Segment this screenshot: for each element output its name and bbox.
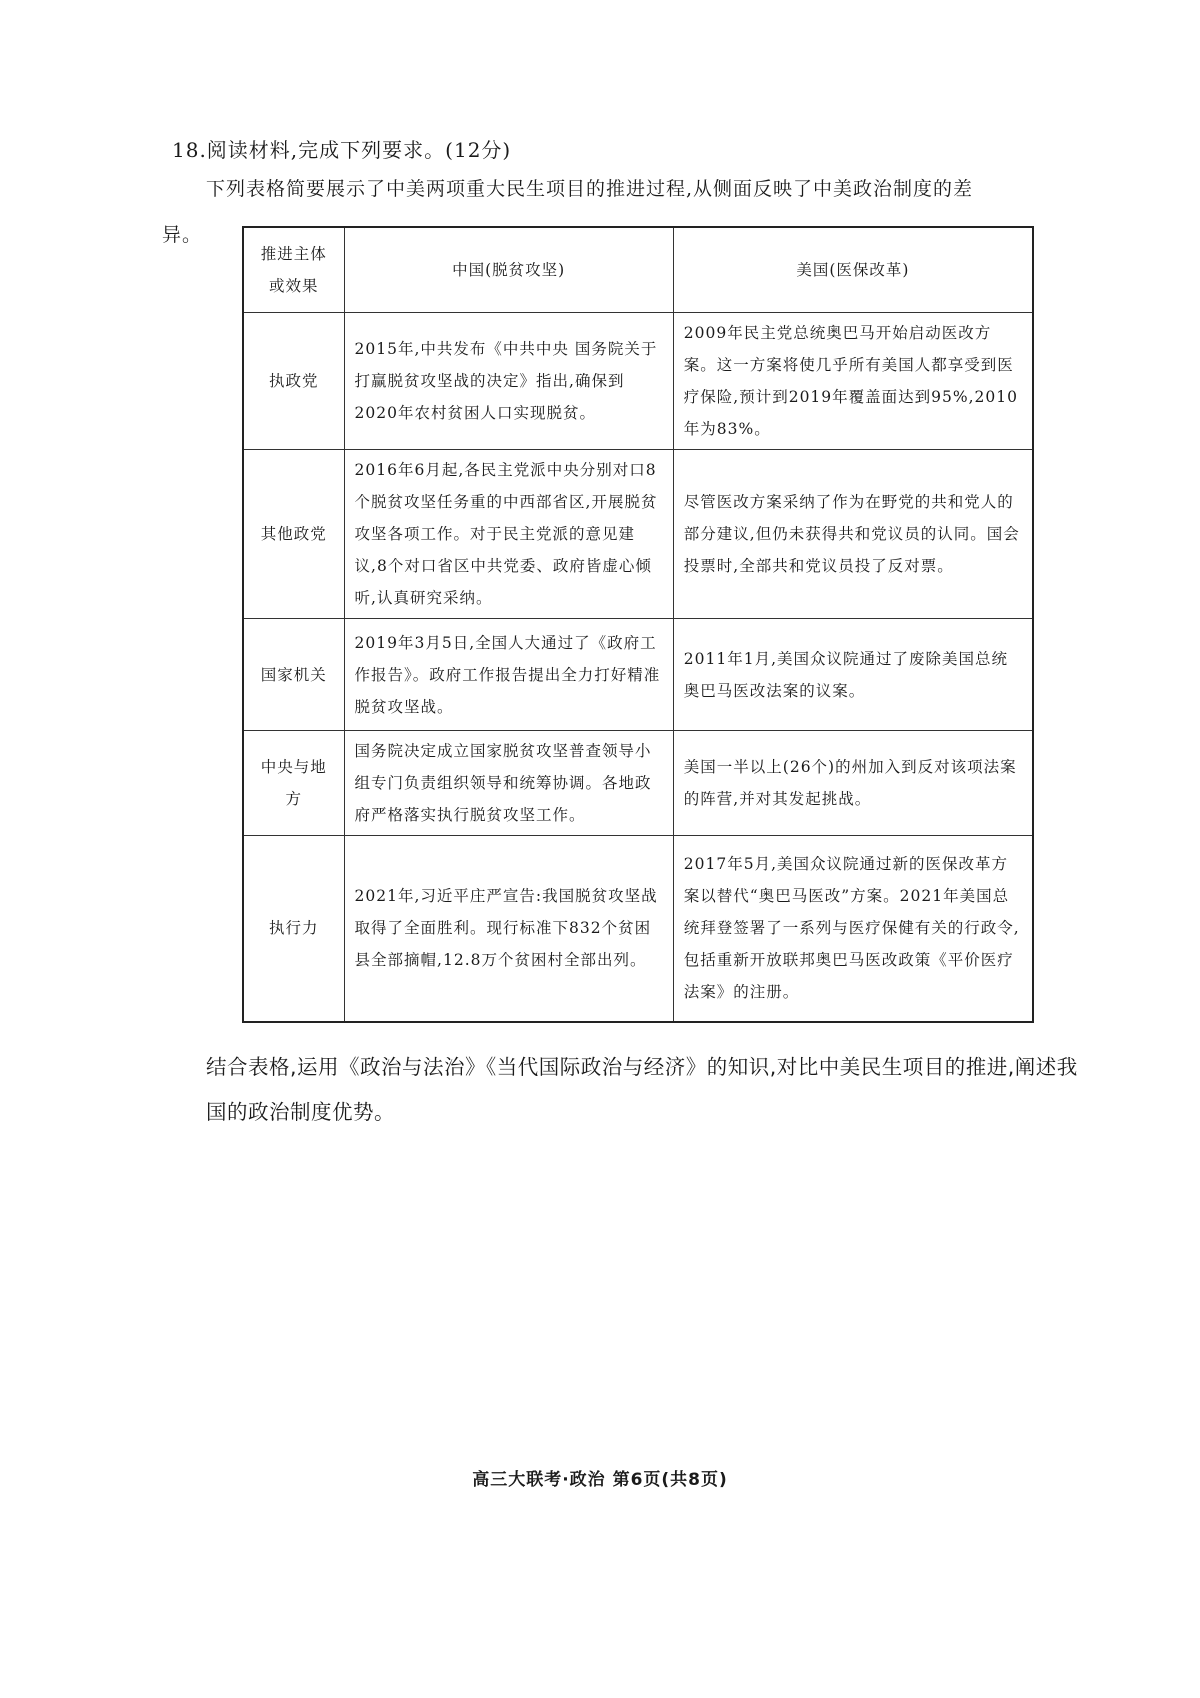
china-cell: 国务院决定成立国家脱贫攻坚普查领导小组专门负责组织领导和统筹协调。各地政府严格落实执行脱贫攻坚工作。 — [344, 731, 673, 836]
china-cell: 2016年6月起,各民主党派中央分别对口8个脱贫攻坚任务重的中西部省区,开展脱贫攻坚各项工作。对于民主党派的意见建议,8个对口省区中共党委、政府皆虚心倾听,认真研究采纳。 — [344, 450, 673, 619]
table-row — [243, 619, 1033, 731]
table-row — [243, 313, 1033, 450]
china-cell: 2015年,中共发布《中共中央 国务院关于打赢脱贫攻坚战的决定》指出,确保到2020年农村贫困人口实现脱贫。 — [344, 313, 673, 450]
china-cell: 2019年3月5日,全国人大通过了《政府工作报告》。政府工作报告提出全力打好精准脱贫攻坚战。 — [344, 619, 673, 731]
question-header: 18.阅读材料,完成下列要求。(12分) — [172, 138, 512, 162]
question-task: 结合表格,运用《政治与法治》《当代国际政治与经济》的知识,对比中美民生项目的推进,阐述我国的政治制度优势。 — [206, 1055, 1078, 1124]
row-label: 其他政党 — [243, 450, 344, 619]
row-label: 执行力 — [243, 836, 344, 1022]
table-row — [243, 731, 1033, 836]
question-intro: 下列表格简要展示了中美两项重大民生项目的推进过程,从侧面反映了中美政治制度的差异。 — [162, 178, 974, 246]
usa-cell: 2011年1月,美国众议院通过了废除美国总统奥巴马医改法案的议案。 — [673, 619, 1033, 731]
china-cell: 2021年,习近平庄严宣告:我国脱贫攻坚战取得了全面胜利。现行标准下832个贫困县全部摘帽,12.8万个贫困村全部出列。 — [344, 836, 673, 1022]
comparison-table — [242, 226, 1034, 1023]
table-header-row — [243, 227, 1033, 313]
usa-cell: 美国一半以上(26个)的州加入到反对该项法案的阵营,并对其发起挑战。 — [673, 731, 1033, 836]
usa-cell: 尽管医改方案采纳了作为在野党的共和党人的部分建议,但仍未获得共和党议员的认同。国会投票时,全部共和党议员投了反对票。 — [673, 450, 1033, 619]
row-label: 执政党 — [243, 313, 344, 450]
usa-cell: 2009年民主党总统奥巴马开始启动医改方案。这一方案将使几乎所有美国人都享受到医疗保险,预计到2019年覆盖面达到95%,2010年为83%。 — [673, 313, 1033, 450]
header-china: 中国(脱贫攻坚) — [344, 227, 673, 313]
header-usa: 美国(医保改革) — [673, 227, 1033, 313]
table-row — [243, 450, 1033, 619]
page-footer: 高三大联考·政治 第6页(共8页) — [472, 1470, 728, 1490]
header-subject: 推进主体或效果 — [243, 227, 344, 313]
row-label: 中央与地方 — [243, 731, 344, 836]
table-row — [243, 836, 1033, 1022]
usa-cell: 2017年5月,美国众议院通过新的医保改革方案以替代“奥巴马医改”方案。2021年美国总统拜登签署了一系列与医疗保健有关的行政令,包括重新开放联邦奥巴马医改政策《平价医疗法案》的注册。 — [673, 836, 1033, 1022]
row-label: 国家机关 — [243, 619, 344, 731]
